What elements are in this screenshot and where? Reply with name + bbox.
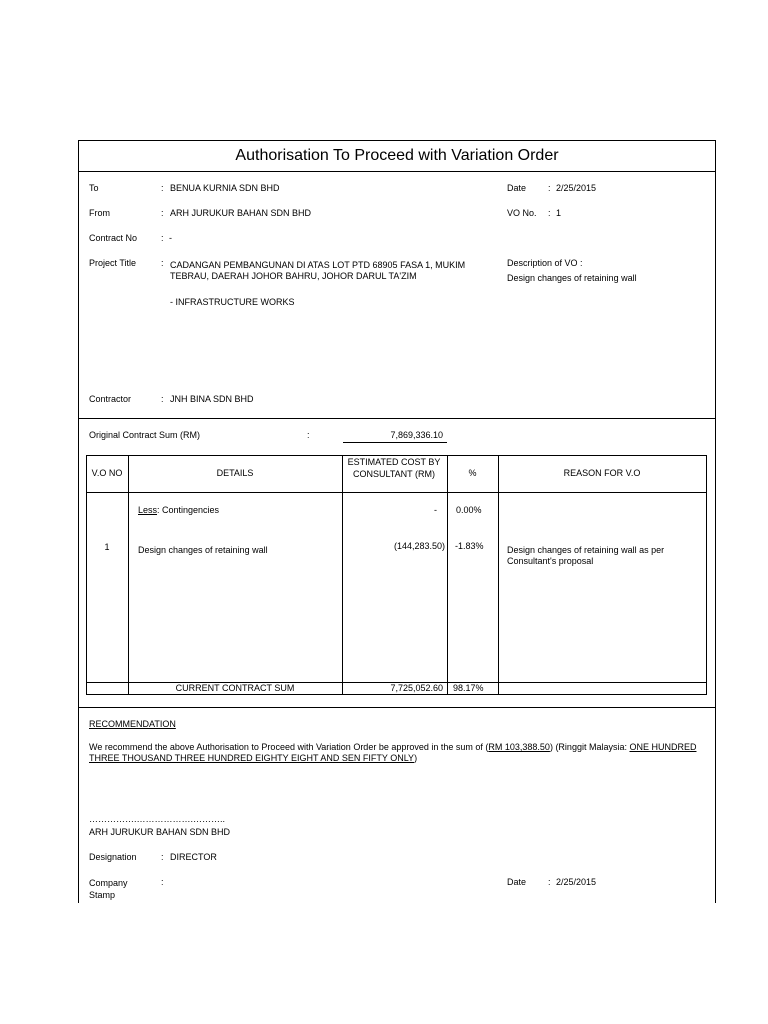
from-colon: :: [161, 208, 164, 218]
header-percent: %: [468, 468, 477, 478]
project-title-colon: :: [161, 258, 164, 268]
contract-sum-colon: :: [307, 430, 310, 440]
recommendation-open-paren: (: [485, 742, 489, 752]
to-colon: :: [161, 183, 164, 193]
contract-no-value: -: [169, 233, 172, 243]
title-divider: [78, 171, 715, 172]
less-cost: -: [434, 505, 437, 515]
header-vo-no: V.O NO: [91, 468, 123, 478]
vo-no-label: VO No.: [507, 208, 537, 218]
designation-colon: :: [161, 852, 164, 862]
contract-no-label: Contract No: [89, 233, 138, 243]
total-percent: 98.17%: [453, 683, 484, 693]
contract-no-colon: :: [161, 233, 164, 243]
table-header-border: [86, 492, 707, 493]
table-bottom-border: [86, 694, 707, 695]
contract-sum-value: 7,869,336.10: [390, 430, 443, 440]
from-value: ARH JURUKUR BAHAN SDN BHD: [170, 208, 312, 218]
page-title: Authorisation To Proceed with Variation Order: [235, 147, 559, 164]
signature-date-value: 2/25/2015: [556, 877, 597, 887]
recommendation-heading: RECOMMENDATION: [89, 719, 176, 729]
from-label: From: [89, 208, 110, 218]
contract-sum-underline: [343, 442, 447, 443]
total-label: CURRENT CONTRACT SUM: [175, 683, 295, 693]
signature-date-label: Date: [507, 877, 527, 887]
less-label: Less: [138, 505, 158, 515]
table-col-line-0: [86, 455, 87, 694]
signature-dots: …………….……………….………..: [89, 814, 226, 824]
row1-reason: Design changes of retaining wall as per Consultant's proposal: [507, 545, 665, 566]
description-label: Description of VO :: [507, 258, 583, 268]
date-colon: :: [548, 183, 551, 193]
recommendation-amount: RM 103,388.50: [488, 742, 550, 752]
row1-cost: (144,283.50): [393, 541, 445, 551]
contract-sum-label: Original Contract Sum (RM): [89, 430, 201, 440]
table-col-line-4: [498, 455, 499, 694]
company-stamp-label: [89, 877, 128, 901]
stamp-label-line-1: Company: [89, 878, 128, 888]
contractor-colon: :: [161, 394, 164, 404]
less-contingencies: [138, 505, 219, 515]
header-reason: REASON FOR V.O: [563, 468, 641, 478]
vo-no-colon: :: [548, 208, 551, 218]
form-frame: [78, 140, 716, 903]
date-label: Date: [507, 183, 527, 193]
stamp-label-line-2: Stamp: [89, 890, 116, 900]
table-col-line-1: [128, 455, 129, 694]
signature-date-colon: :: [548, 877, 551, 887]
row1-percent: -1.83%: [455, 541, 484, 551]
recommendation-text: [89, 742, 709, 764]
recommendation-close-paren: ): [549, 742, 553, 752]
signature-company: ARH JURUKUR BAHAN SDN BHD: [89, 827, 231, 837]
recommendation-text-b: (Ringgit Malaysia:: [552, 742, 630, 752]
project-title-value: CADANGAN PEMBANGUNAN DI ATAS LOT PTD 68905 FASA 1, MUKIM TEBRAU, DAERAH JOHOR BAHRU, JOHOR DARUL TA'ZIM: [170, 260, 466, 281]
table-col-line-5: [706, 455, 707, 694]
total-cost: 7,725,052.60: [390, 683, 443, 693]
less-text: : Contingencies: [157, 505, 220, 515]
table-col-line-3: [447, 455, 448, 694]
table-section-divider: [78, 707, 715, 708]
designation-value: DIRECTOR: [170, 852, 217, 862]
less-percent: 0.00%: [456, 505, 482, 515]
header-details: DETAILS: [216, 468, 254, 478]
stamp-colon: :: [161, 877, 164, 887]
contractor-value: JNH BINA SDN BHD: [170, 394, 254, 404]
contractor-label: Contractor: [89, 394, 132, 404]
project-subtitle: - INFRASTRUCTURE WORKS: [170, 297, 295, 307]
recommendation-text-a: We recommend the above Authorisation to Proceed with Variation Order be approved in the sum of: [89, 742, 486, 752]
table-col-line-2: [342, 455, 343, 694]
to-value: BENUA KURNIA SDN BHD: [170, 183, 280, 193]
header-estimated-cost: ESTIMATED COST BY CONSULTANT (RM): [347, 457, 441, 479]
project-title-label: Project Title: [89, 258, 137, 268]
row1-vo-no: 1: [104, 542, 110, 552]
designation-label: Designation: [89, 852, 137, 862]
header-divider: [78, 418, 715, 419]
recommendation-end-paren: ): [414, 753, 418, 763]
row1-details: Design changes of retaining wall: [138, 545, 268, 555]
recommendation-words: ONE HUNDRED THREE THOUSAND THREE HUNDRED EIGHTY EIGHT AND SEN FIFTY ONLY: [89, 742, 697, 763]
description-value: Design changes of retaining wall: [507, 273, 637, 283]
vo-no-value: 1: [556, 208, 562, 218]
to-label: To: [89, 183, 99, 193]
date-value: 2/25/2015: [556, 183, 597, 193]
